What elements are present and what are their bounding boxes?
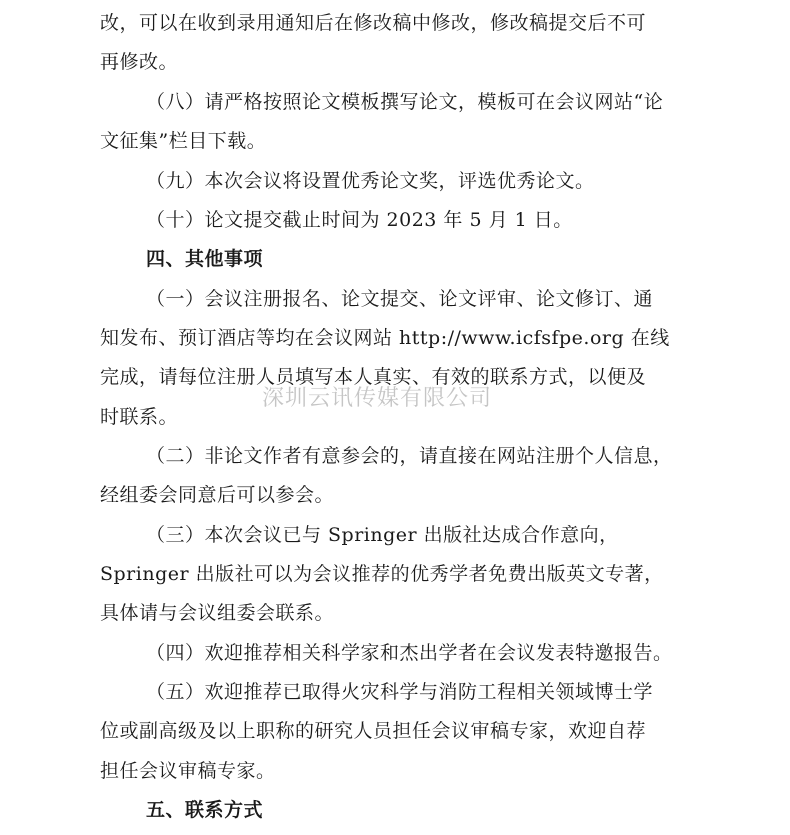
text-line: （三）本次会议已与 Springer 出版社达成合作意向，	[146, 524, 619, 546]
text-line: （五）欢迎推荐已取得火灾科学与消防工程相关领域博士学	[146, 681, 654, 703]
section-heading: 五、联系方式	[146, 799, 264, 821]
text-line: 知发布、预订酒店等均在会议网站 http://www.icfsfpe.org 在线	[100, 327, 670, 349]
text-line: （八）请严格按照论文模板撰写论文，模板可在会议网站“论	[146, 91, 664, 113]
text-line: 改，可以在收到录用通知后在修改稿中修改，修改稿提交后不可	[100, 12, 647, 34]
text-line: 位或副高级及以上职称的研究人员担任会议审稿专家，欢迎自荐	[100, 720, 647, 742]
text-line: 时联系。	[100, 406, 179, 428]
text-line: Springer 出版社可以为会议推荐的优秀学者免费出版英文专著，	[100, 563, 664, 585]
text-line: 担任会议审稿专家。	[100, 760, 276, 782]
watermark: 深圳云讯传媒有限公司	[262, 386, 493, 411]
section-heading: 四、其他事项	[146, 248, 264, 270]
text-line: 经组委会同意后可以参会。	[100, 484, 335, 506]
text-line: 具体请与会议组委会联系。	[100, 602, 335, 624]
text-line: 文征集”栏目下载。	[100, 130, 267, 152]
text-line: （二）非论文作者有意参会的，请直接在网站注册个人信息，	[146, 445, 673, 467]
text-line: （一）会议注册报名、论文提交、论文评审、论文修订、通	[146, 288, 654, 310]
text-line: （四）欢迎推荐相关科学家和杰出学者在会议发表特邀报告。	[146, 642, 673, 664]
text-line: （九）本次会议将设置优秀论文奖，评选优秀论文。	[146, 170, 595, 192]
text-line: 完成，请每位注册人员填写本人真实、有效的联系方式，以便及	[100, 366, 647, 388]
text-line: 再修改。	[100, 51, 179, 73]
text-line: （十）论文提交截止时间为 2023 年 5 月 1 日。	[146, 209, 573, 231]
